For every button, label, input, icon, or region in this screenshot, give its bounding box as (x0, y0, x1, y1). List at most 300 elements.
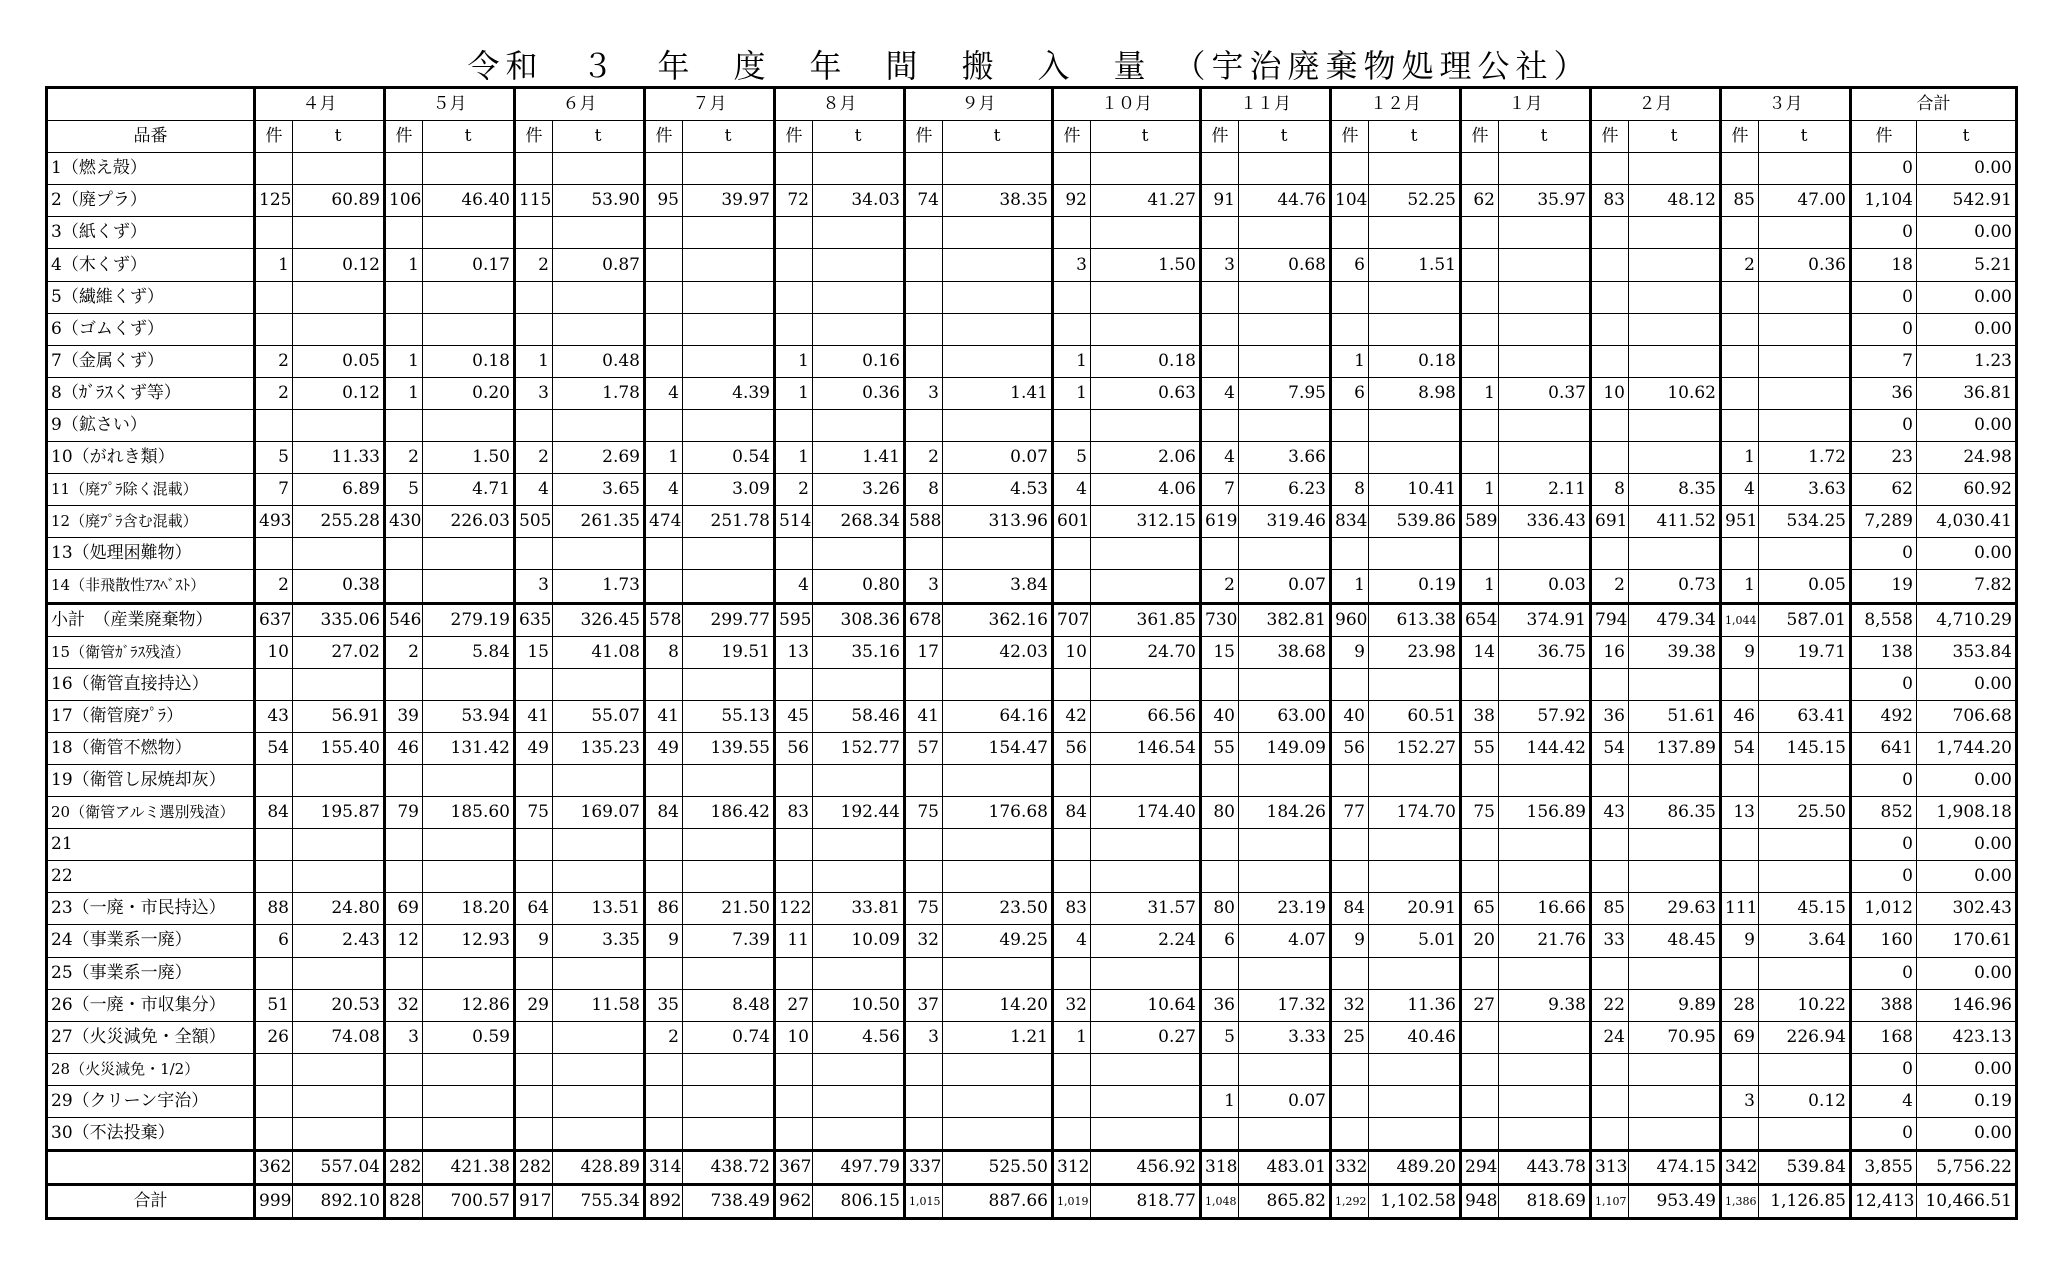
tonnage-cell (813, 217, 905, 249)
count-cell: 1 (385, 345, 423, 377)
count-cell (1461, 153, 1499, 185)
month-header: ６月 (515, 88, 645, 121)
tonnage-cell: 0.87 (553, 249, 645, 281)
count-cell: 4 (1053, 925, 1091, 957)
tonnage-cell: 0.18 (423, 345, 515, 377)
count-cell (255, 313, 293, 345)
count-cell (515, 957, 553, 989)
count-cell (1331, 538, 1369, 570)
count-cell: 83 (1591, 185, 1629, 217)
count-cell: 0 (1851, 1053, 1917, 1085)
count-cell (1053, 217, 1091, 249)
tonnage-cell: 19.51 (683, 636, 775, 668)
tonnage-cell: 2.11 (1499, 474, 1591, 506)
count-cell: 2 (385, 442, 423, 474)
tonnage-cell: 0.20 (423, 377, 515, 409)
tonnage-cell: 0.00 (1917, 829, 2017, 861)
tonnage-cell: 60.89 (293, 185, 385, 217)
tonnage-cell (1759, 281, 1851, 313)
tonnage-cell: 33.81 (813, 893, 905, 925)
count-cell (255, 281, 293, 313)
count-cell (1721, 861, 1759, 893)
tonnage-cell: 174.40 (1091, 797, 1201, 829)
tonnage-cell: 4.07 (1239, 925, 1331, 957)
count-cell (385, 829, 423, 861)
tonnage-cell (423, 1053, 515, 1085)
tonnage-cell (1759, 1053, 1851, 1085)
tonnage-cell: 48.12 (1629, 185, 1721, 217)
tonnage-cell (1091, 570, 1201, 603)
count-cell: 0 (1851, 829, 1917, 861)
tonnage-cell (553, 861, 645, 893)
table-row (47, 603, 2017, 636)
tonnage-cell: 4.71 (423, 474, 515, 506)
count-cell: 45 (775, 700, 813, 732)
count-cell (515, 281, 553, 313)
count-cell: 282 (515, 1151, 553, 1185)
tonnage-cell: 53.94 (423, 700, 515, 732)
ton-unit-header: t (683, 121, 775, 153)
count-cell (905, 313, 943, 345)
tonnage-cell: 0.63 (1091, 377, 1201, 409)
count-cell (1053, 313, 1091, 345)
count-cell: 57 (905, 732, 943, 764)
tonnage-cell (1369, 668, 1461, 700)
tonnage-cell (553, 313, 645, 345)
table-row (47, 668, 2017, 700)
item-name-cell: 30（不法投棄） (47, 1118, 255, 1151)
item-name-cell: 5（繊維くず） (47, 281, 255, 313)
count-cell (905, 409, 943, 441)
tonnage-cell: 0.68 (1239, 249, 1331, 281)
count-cell (255, 829, 293, 861)
tonnage-cell: 0.00 (1917, 957, 2017, 989)
tonnage-cell: 489.20 (1369, 1151, 1461, 1185)
tonnage-cell: 10.62 (1629, 377, 1721, 409)
tonnage-cell (1091, 1085, 1201, 1117)
item-name-cell: 1（燃え殻） (47, 153, 255, 185)
count-cell: 1 (1461, 474, 1499, 506)
tonnage-cell: 0.00 (1917, 1053, 2017, 1085)
tonnage-cell (813, 281, 905, 313)
tonnage-cell: 0.07 (943, 442, 1053, 474)
count-cell (1201, 1053, 1239, 1085)
tonnage-cell: 144.42 (1499, 732, 1591, 764)
count-cell: 56 (1053, 732, 1091, 764)
count-cell (255, 668, 293, 700)
ton-unit-header: t (813, 121, 905, 153)
count-cell (1053, 1053, 1091, 1085)
count-cell (775, 249, 813, 281)
table-row (47, 1185, 2017, 1219)
tonnage-cell: 40.46 (1369, 1021, 1461, 1053)
tonnage-cell (553, 1118, 645, 1151)
tonnage-cell: 36.81 (1917, 377, 2017, 409)
count-cell: 39 (385, 700, 423, 732)
tonnage-cell: 11.33 (293, 442, 385, 474)
tonnage-cell: 10.64 (1091, 989, 1201, 1021)
count-cell: 62 (1851, 474, 1917, 506)
tonnage-cell: 10.09 (813, 925, 905, 957)
count-cell (905, 957, 943, 989)
count-cell: 125 (255, 185, 293, 217)
count-unit-header: 件 (1331, 121, 1369, 153)
count-cell (385, 570, 423, 603)
count-cell: 35 (645, 989, 683, 1021)
tonnage-cell (683, 345, 775, 377)
tonnage-cell: 3.09 (683, 474, 775, 506)
count-cell (1721, 313, 1759, 345)
tonnage-cell: 319.46 (1239, 506, 1331, 538)
tonnage-cell (1239, 957, 1331, 989)
tonnage-cell: 0.12 (1759, 1085, 1851, 1117)
count-cell: 1,048 (1201, 1185, 1239, 1219)
count-cell (385, 957, 423, 989)
count-cell (515, 153, 553, 185)
tonnage-cell: 557.04 (293, 1151, 385, 1185)
count-cell: 637 (255, 603, 293, 636)
count-cell: 1 (775, 345, 813, 377)
count-cell (1461, 281, 1499, 313)
count-cell (1721, 409, 1759, 441)
count-cell: 3 (515, 377, 553, 409)
count-cell: 16 (1591, 636, 1629, 668)
tonnage-cell (683, 313, 775, 345)
count-cell: 8 (1331, 474, 1369, 506)
tonnage-cell (943, 829, 1053, 861)
tonnage-cell (1499, 217, 1591, 249)
tonnage-cell: 170.61 (1917, 925, 2017, 957)
count-cell: 505 (515, 506, 553, 538)
table-row (47, 732, 2017, 764)
count-cell (255, 957, 293, 989)
month-header: ７月 (645, 88, 775, 121)
count-cell (1591, 1085, 1629, 1117)
count-cell: 3 (385, 1021, 423, 1053)
count-cell: 41 (515, 700, 553, 732)
tonnage-cell: 39.38 (1629, 636, 1721, 668)
month-header: ９月 (905, 88, 1053, 121)
tonnage-cell (1369, 957, 1461, 989)
tonnage-cell: 279.19 (423, 603, 515, 636)
count-cell (385, 281, 423, 313)
month-header-row (47, 88, 2017, 121)
tonnage-cell: 2.06 (1091, 442, 1201, 474)
tonnage-cell: 3.64 (1759, 925, 1851, 957)
tonnage-cell: 156.89 (1499, 797, 1591, 829)
count-cell: 11 (775, 925, 813, 957)
tonnage-cell (683, 570, 775, 603)
tonnage-cell: 10.50 (813, 989, 905, 1021)
count-cell (645, 153, 683, 185)
count-cell (645, 249, 683, 281)
table-row (47, 570, 2017, 603)
count-cell (515, 313, 553, 345)
count-cell: 0 (1851, 957, 1917, 989)
count-cell: 77 (1331, 797, 1369, 829)
count-cell: 619 (1201, 506, 1239, 538)
tonnage-cell: 313.96 (943, 506, 1053, 538)
table-row (47, 442, 2017, 474)
tonnage-cell (1629, 281, 1721, 313)
count-cell: 5 (1053, 442, 1091, 474)
tonnage-cell: 7.82 (1917, 570, 2017, 603)
tonnage-cell (813, 153, 905, 185)
count-cell (905, 249, 943, 281)
count-cell (1721, 538, 1759, 570)
count-cell (385, 1085, 423, 1117)
count-unit-header: 件 (385, 121, 423, 153)
tonnage-cell: 12.86 (423, 989, 515, 1021)
tonnage-cell: 892.10 (293, 1185, 385, 1219)
count-cell (255, 409, 293, 441)
count-cell: 3 (1721, 1085, 1759, 1117)
count-cell (515, 1021, 553, 1053)
count-cell: 0 (1851, 861, 1917, 893)
tonnage-cell (1759, 764, 1851, 796)
count-cell: 828 (385, 1185, 423, 1219)
count-cell: 0 (1851, 668, 1917, 700)
count-cell (1461, 957, 1499, 989)
tonnage-cell: 0.12 (293, 377, 385, 409)
count-cell: 6 (255, 925, 293, 957)
count-cell: 6 (1331, 249, 1369, 281)
tonnage-cell: 0.17 (423, 249, 515, 281)
count-cell: 86 (645, 893, 683, 925)
tonnage-cell: 3.65 (553, 474, 645, 506)
tonnage-cell: 299.77 (683, 603, 775, 636)
ton-unit-header: t (943, 121, 1053, 153)
count-cell (1721, 153, 1759, 185)
table-header (47, 88, 2017, 153)
tonnage-cell: 9.89 (1629, 989, 1721, 1021)
tonnage-cell: 48.45 (1629, 925, 1721, 957)
count-cell: 852 (1851, 797, 1917, 829)
count-cell: 10 (255, 636, 293, 668)
tonnage-cell (1629, 829, 1721, 861)
count-cell (645, 1085, 683, 1117)
tonnage-cell: 66.56 (1091, 700, 1201, 732)
tonnage-cell: 135.23 (553, 732, 645, 764)
tonnage-cell: 44.76 (1239, 185, 1331, 217)
tonnage-cell: 613.38 (1369, 603, 1461, 636)
tonnage-cell (553, 281, 645, 313)
tonnage-cell: 174.70 (1369, 797, 1461, 829)
tonnage-cell: 169.07 (553, 797, 645, 829)
count-cell (1201, 668, 1239, 700)
tonnage-cell (1759, 538, 1851, 570)
tonnage-cell: 3.33 (1239, 1021, 1331, 1053)
count-cell (1331, 217, 1369, 249)
table-row (47, 377, 2017, 409)
tonnage-cell: 251.78 (683, 506, 775, 538)
tonnage-cell: 308.36 (813, 603, 905, 636)
tonnage-cell: 312.15 (1091, 506, 1201, 538)
tonnage-cell (293, 764, 385, 796)
count-cell: 960 (1331, 603, 1369, 636)
month-header: 合計 (1851, 88, 2017, 121)
tonnage-cell: 411.52 (1629, 506, 1721, 538)
count-cell (1053, 829, 1091, 861)
count-cell: 42 (1053, 700, 1091, 732)
tonnage-cell (943, 861, 1053, 893)
tonnage-cell: 1.21 (943, 1021, 1053, 1053)
table-row (47, 506, 2017, 538)
table-row (47, 925, 2017, 957)
tonnage-cell (423, 829, 515, 861)
blank-header-cell (47, 88, 255, 121)
count-cell: 1 (775, 377, 813, 409)
tonnage-cell: 24.70 (1091, 636, 1201, 668)
tonnage-cell: 12.93 (423, 925, 515, 957)
tonnage-cell: 755.34 (553, 1185, 645, 1219)
count-cell (645, 538, 683, 570)
table-row (47, 153, 2017, 185)
count-cell (1461, 313, 1499, 345)
tonnage-cell (1629, 1085, 1721, 1117)
count-cell (1721, 829, 1759, 861)
tonnage-cell (1239, 1053, 1331, 1085)
count-cell: 834 (1331, 506, 1369, 538)
count-cell: 80 (1201, 893, 1239, 925)
tonnage-cell: 534.25 (1759, 506, 1851, 538)
tonnage-cell (423, 1085, 515, 1117)
tonnage-cell: 361.85 (1091, 603, 1201, 636)
count-cell (905, 217, 943, 249)
tonnage-cell (813, 538, 905, 570)
tonnage-cell: 443.78 (1499, 1151, 1591, 1185)
count-cell: 9 (515, 925, 553, 957)
table-row (47, 538, 2017, 570)
count-cell (645, 570, 683, 603)
tonnage-cell: 3.84 (943, 570, 1053, 603)
count-cell: 46 (1721, 700, 1759, 732)
tonnage-cell: 70.95 (1629, 1021, 1721, 1053)
count-cell (1461, 1118, 1499, 1151)
count-cell (255, 217, 293, 249)
count-cell: 7 (1851, 345, 1917, 377)
tonnage-cell (1239, 345, 1331, 377)
count-cell (385, 153, 423, 185)
tonnage-cell (1369, 153, 1461, 185)
table-row (47, 409, 2017, 441)
month-header: ４月 (255, 88, 385, 121)
tonnage-cell: 255.28 (293, 506, 385, 538)
count-cell (1721, 377, 1759, 409)
count-cell (1461, 668, 1499, 700)
tonnage-cell: 953.49 (1629, 1185, 1721, 1219)
count-cell: 40 (1201, 700, 1239, 732)
count-cell: 75 (905, 797, 943, 829)
count-cell: 74 (905, 185, 943, 217)
count-cell (1331, 409, 1369, 441)
tonnage-cell: 0.19 (1917, 1085, 2017, 1117)
count-cell: 32 (385, 989, 423, 1021)
count-cell: 951 (1721, 506, 1759, 538)
tonnage-cell: 55.07 (553, 700, 645, 732)
count-cell (1591, 313, 1629, 345)
tonnage-cell: 887.66 (943, 1185, 1053, 1219)
count-unit-header: 件 (515, 121, 553, 153)
tonnage-cell: 0.18 (1091, 345, 1201, 377)
count-cell: 794 (1591, 603, 1629, 636)
count-cell: 36 (1851, 377, 1917, 409)
month-header: ８月 (775, 88, 905, 121)
tonnage-cell (423, 764, 515, 796)
tonnage-cell: 0.12 (293, 249, 385, 281)
count-cell (905, 764, 943, 796)
count-cell (645, 668, 683, 700)
tonnage-cell (1759, 1118, 1851, 1151)
count-cell: 691 (1591, 506, 1629, 538)
tonnage-cell: 21.76 (1499, 925, 1591, 957)
count-cell: 2 (515, 249, 553, 281)
count-cell (775, 957, 813, 989)
count-cell (645, 861, 683, 893)
count-cell (645, 281, 683, 313)
tonnage-cell: 0.73 (1629, 570, 1721, 603)
tonnage-cell (1759, 345, 1851, 377)
tonnage-cell (1629, 1053, 1721, 1085)
tonnage-cell: 0.07 (1239, 1085, 1331, 1117)
tonnage-cell (683, 409, 775, 441)
item-name-cell: 3（紙くず） (47, 217, 255, 249)
count-cell (255, 1085, 293, 1117)
tonnage-cell: 192.44 (813, 797, 905, 829)
count-cell (775, 538, 813, 570)
tonnage-cell: 497.79 (813, 1151, 905, 1185)
table-row (47, 797, 2017, 829)
count-cell (775, 1118, 813, 1151)
count-cell (1331, 153, 1369, 185)
table-row (47, 636, 2017, 668)
count-cell (1201, 764, 1239, 796)
count-cell: 75 (905, 893, 943, 925)
count-cell: 55 (1201, 732, 1239, 764)
count-cell (1591, 1053, 1629, 1085)
tonnage-cell (1759, 377, 1851, 409)
count-cell: 492 (1851, 700, 1917, 732)
count-cell (515, 829, 553, 861)
tonnage-cell: 10.41 (1369, 474, 1461, 506)
tonnage-cell (423, 217, 515, 249)
tonnage-cell: 16.66 (1499, 893, 1591, 925)
count-cell (1053, 861, 1091, 893)
count-cell (1331, 1118, 1369, 1151)
count-cell (645, 409, 683, 441)
tonnage-cell: 17.32 (1239, 989, 1331, 1021)
tonnage-cell: 13.51 (553, 893, 645, 925)
count-cell: 62 (1461, 185, 1499, 217)
count-cell (1053, 538, 1091, 570)
tonnage-cell (1239, 829, 1331, 861)
tonnage-cell (943, 1053, 1053, 1085)
tonnage-cell (1629, 442, 1721, 474)
tonnage-cell (813, 764, 905, 796)
count-cell: 3 (515, 570, 553, 603)
tonnage-cell: 525.50 (943, 1151, 1053, 1185)
count-cell: 91 (1201, 185, 1239, 217)
count-cell: 1,292 (1331, 1185, 1369, 1219)
count-cell (645, 1118, 683, 1151)
tonnage-cell: 186.42 (683, 797, 775, 829)
tonnage-cell: 35.97 (1499, 185, 1591, 217)
count-cell: 493 (255, 506, 293, 538)
count-cell: 33 (1591, 925, 1629, 957)
item-name-cell: 合計 (47, 1185, 255, 1219)
tonnage-cell: 0.00 (1917, 861, 2017, 893)
count-cell (385, 217, 423, 249)
